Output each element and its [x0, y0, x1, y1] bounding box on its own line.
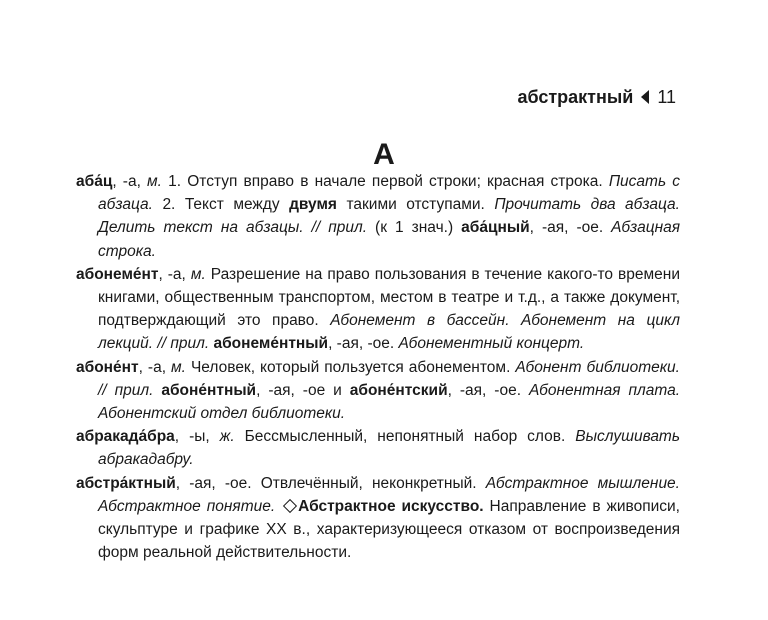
page-number: 11	[657, 87, 676, 107]
emphasized-word: двумя	[289, 196, 337, 214]
dictionary-entries	[76, 170, 680, 564]
entry-text: Человек, который пользуется абонементом.	[185, 358, 516, 376]
entry-text: , -а,	[138, 358, 172, 376]
entry-text: Направление в живописи, скульптуре и графике XX в., характеризующееся отказом от воспроизведения форм реальной действительности.	[98, 497, 680, 562]
entry-text: , -ая, -ое и	[256, 381, 350, 399]
entry-text: такими отступами.	[336, 196, 495, 214]
entry-text: , -ая, -ое. Отвлечённый, неконкретный.	[175, 474, 486, 492]
entry-abzats	[76, 170, 680, 263]
entry-text: 2. Текст между	[152, 196, 290, 214]
headword: абоне́нт	[76, 358, 139, 376]
phrase-headword: Абстрактное искусство.	[298, 497, 484, 515]
headword: аба́ц	[76, 173, 113, 190]
section-letter: А	[373, 138, 395, 171]
entry-text: , -ая, -ое.	[529, 219, 612, 237]
triangle-left-icon	[641, 90, 649, 104]
entry-text: , -ы,	[174, 428, 220, 446]
entry-abonent	[76, 356, 680, 426]
usage-example: Выслушивать абракадабру.	[98, 428, 680, 469]
usage-example: Абзацная строка.	[98, 219, 680, 260]
entry-text: (к 1 знач.)	[367, 219, 462, 237]
entry-text: , -ая, -ое.	[447, 381, 529, 399]
entry-abstraktny	[76, 472, 680, 565]
usage-example: Абонемент в бассейн. Абонемент на цикл лекций. // прил.	[98, 312, 681, 353]
derived-word: абоне́нтский	[349, 381, 448, 399]
grammar-label: м.	[147, 173, 162, 190]
entry-text: 1. Отступ вправо в начале первой строки; красная строка.	[161, 173, 609, 190]
usage-example: Абонент библиотеки. // прил.	[98, 358, 680, 399]
entry-abrakadabra	[76, 425, 680, 471]
usage-example: Абонентная плата. Абонентский отдел библиотеки.	[98, 381, 681, 423]
derived-word: абоне́нтный	[161, 381, 257, 399]
grammar-label: м.	[171, 358, 186, 376]
entry-text: Разрешение на право пользования в течение какого-то времени книгами, общественным транспортом, местом в театре и т.д., а также документ, подтверждающий это право.	[98, 265, 680, 330]
entry-text: , -а,	[158, 265, 191, 283]
running-head-word: абстрактный	[517, 87, 634, 107]
grammar-label: ж.	[219, 428, 235, 446]
grammar-label: м.	[190, 265, 206, 283]
usage-example: Писать с абзаца.	[98, 173, 680, 214]
usage-example: Прочитать два абзаца. Делить текст на абзацы. // прил.	[98, 196, 680, 237]
headword: абонеме́нт	[76, 265, 159, 283]
entry-abonement	[76, 263, 680, 356]
headword: абракада́бра	[76, 428, 175, 446]
entry-text: , -а,	[112, 173, 148, 190]
diamond-icon	[283, 499, 297, 513]
entry-text: Бессмысленный, непонятный набор слов.	[234, 428, 576, 446]
entry-text	[275, 498, 281, 515]
running-head	[517, 86, 676, 108]
headword: абстра́ктный	[76, 474, 176, 492]
usage-example: Абстрактное мышление. Абстрактное понятие.	[98, 474, 680, 515]
entry-text: , -ая, -ое.	[328, 335, 399, 353]
derived-word: аба́цный	[461, 219, 530, 237]
usage-example: Абонементный концерт.	[398, 335, 585, 353]
derived-word: абонеме́нтный	[213, 335, 329, 353]
